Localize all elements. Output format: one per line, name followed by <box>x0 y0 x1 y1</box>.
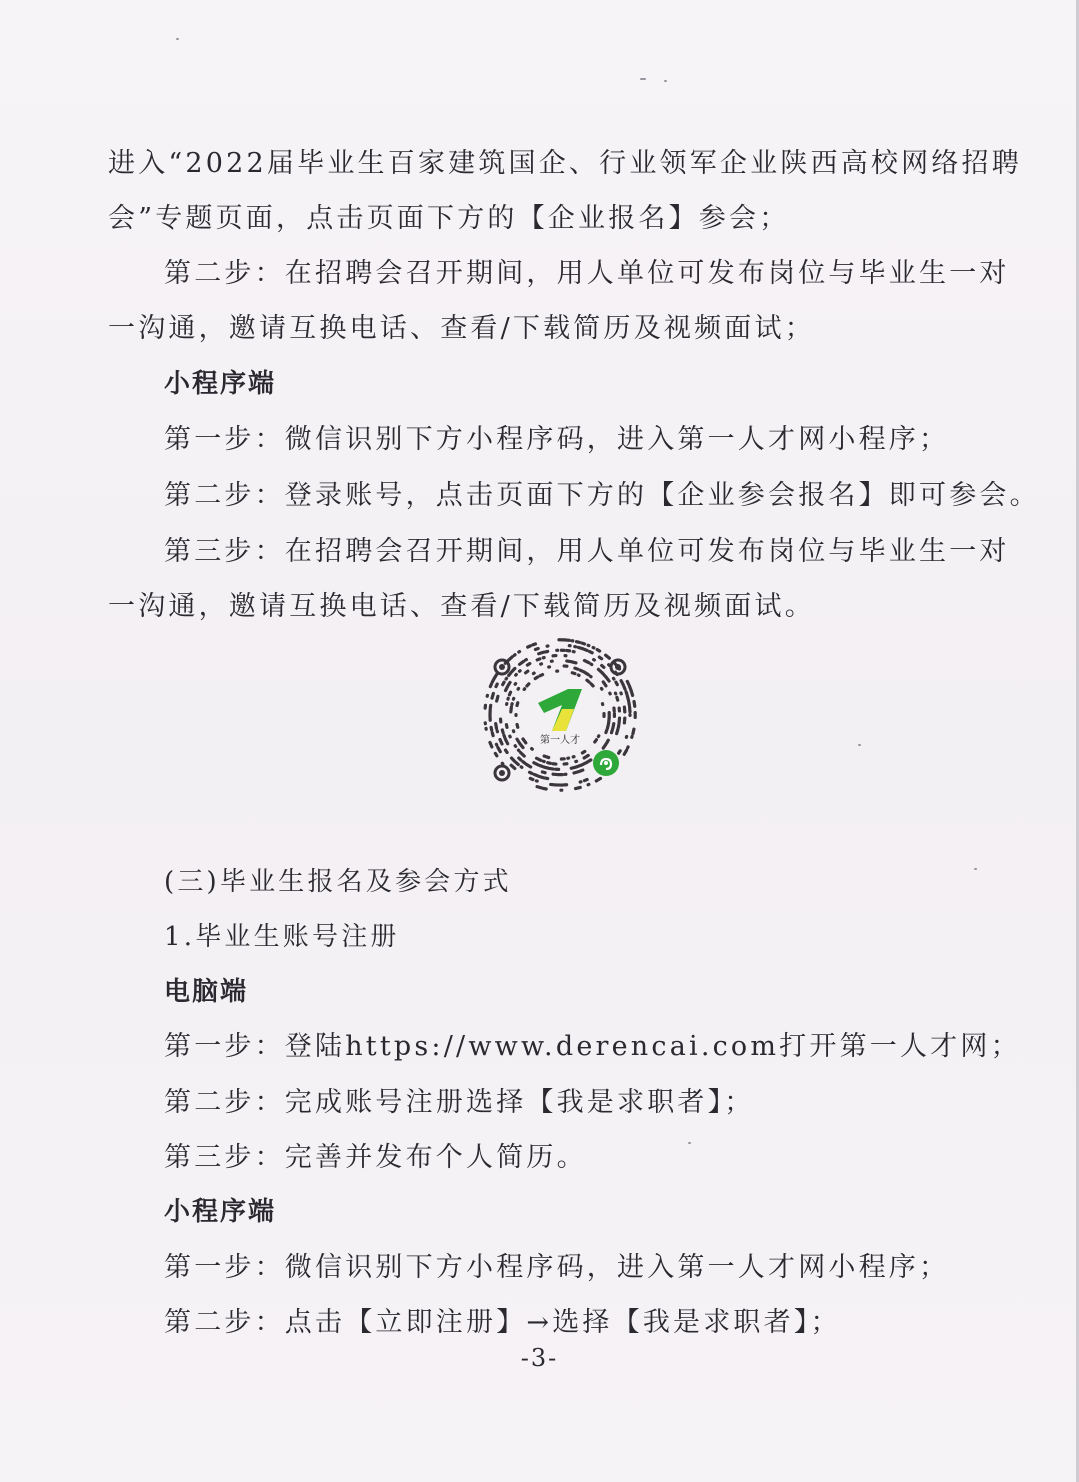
code-dot <box>550 659 554 663</box>
code-dot <box>593 738 599 745</box>
code-dot <box>566 756 571 760</box>
logo-text: 第一人才 <box>540 735 580 746</box>
code-dot <box>535 657 542 662</box>
code-dot <box>613 691 617 696</box>
scan-speck <box>858 744 861 746</box>
code-dot <box>631 727 636 736</box>
code-dot <box>505 702 509 707</box>
code-dot <box>562 762 568 766</box>
code-dot <box>634 711 637 719</box>
code-dot <box>489 704 493 710</box>
code-dot <box>615 727 620 736</box>
code-dot <box>523 669 530 675</box>
code-dot <box>602 712 605 718</box>
code-dot <box>596 734 601 739</box>
code-dot <box>485 693 489 698</box>
section-heading: 小程序端 <box>164 369 277 399</box>
code-dot <box>565 649 571 653</box>
code-dot <box>511 696 515 701</box>
code-dot <box>545 644 550 648</box>
code-dot <box>586 782 591 786</box>
code-dot <box>623 705 627 713</box>
paragraph-line: 第二步：在招聘会召开期间，用人单位可发布岗位与毕业生一对 <box>164 258 1010 289</box>
code-dot <box>506 696 510 701</box>
mini-program-code <box>482 637 638 793</box>
code-dot <box>560 649 566 652</box>
paragraph-line: 一沟通，邀请互换电话、查看/下载简历及视频面试。 <box>108 591 815 622</box>
code-dot <box>528 776 535 781</box>
code-dot <box>525 661 532 667</box>
code-dot <box>535 785 544 790</box>
code-dot <box>554 768 560 771</box>
code-dot <box>563 654 567 658</box>
code-dot <box>615 695 620 702</box>
paragraph-line: 会”专题页面，点击页面下方的【企业报名】参会； <box>108 203 790 234</box>
paragraph-line: 第二步：点击【立即注册】→选择【我是求职者】； <box>164 1307 841 1338</box>
code-dot <box>489 726 493 733</box>
code-dot <box>569 660 578 665</box>
code-dot <box>490 731 495 738</box>
code-dot <box>567 644 571 648</box>
code-dot <box>483 704 487 710</box>
code-dot <box>580 749 587 755</box>
code-dot <box>619 691 623 696</box>
code-dot <box>551 762 557 766</box>
code-dot <box>559 789 563 792</box>
code-dot <box>611 676 616 681</box>
code-dot <box>563 638 571 642</box>
code-dot <box>609 728 614 735</box>
code-dot <box>582 778 589 783</box>
code-dot <box>574 759 579 763</box>
code-dot <box>539 662 544 666</box>
code-dot <box>617 706 621 712</box>
subsection-heading: (三)毕业生报名及参会方式 <box>164 867 512 897</box>
paragraph-line: 第三步：完善并发布个人简历。 <box>164 1142 587 1173</box>
code-dot <box>597 655 604 661</box>
code-dot <box>594 776 603 783</box>
code-dot <box>591 645 596 650</box>
code-dot <box>549 783 557 787</box>
code-dot <box>533 646 540 651</box>
section-heading: 电脑端 <box>164 977 249 1007</box>
code-dot <box>601 742 608 750</box>
section-heading: 小程序端 <box>164 1197 277 1227</box>
code-dot <box>484 727 488 732</box>
code-dot <box>507 690 512 697</box>
code-dot <box>534 756 543 762</box>
code-dot <box>513 672 518 677</box>
code-dot <box>628 705 632 713</box>
code-dot <box>488 740 494 749</box>
code-dot <box>494 682 499 689</box>
code-dot <box>509 756 517 764</box>
scan-speck <box>688 1142 691 1144</box>
code-dot <box>622 748 629 757</box>
paragraph-line: 第一步：登陆https://www.derencai.com打开第一人才网； <box>164 1031 1021 1062</box>
paragraph-line: 第一步：微信识别下方小程序码，进入第一人才网小程序； <box>164 424 950 455</box>
code-dot <box>547 665 552 669</box>
code-dot <box>616 749 622 756</box>
code-dot <box>546 761 553 765</box>
code-dot <box>570 671 577 676</box>
code-dot <box>495 694 500 703</box>
code-dot <box>591 657 596 662</box>
code-dot <box>571 650 576 654</box>
code-dot <box>542 754 551 760</box>
code-dot <box>505 723 509 730</box>
code-dot <box>490 692 495 701</box>
code-dot <box>515 737 522 745</box>
code-dot <box>551 654 557 658</box>
code-dot <box>493 751 499 758</box>
code-dot <box>508 734 513 739</box>
page-number: -3- <box>520 1344 559 1372</box>
paragraph-line: 一沟通，邀请互换电话、查看/下载简历及视频面试； <box>108 313 815 344</box>
code-dot <box>517 649 522 654</box>
code-dot <box>628 713 631 717</box>
code-dot <box>525 682 531 689</box>
paragraph-line: 第一步：微信识别下方小程序码，进入第一人才网小程序； <box>164 1252 950 1283</box>
code-dot <box>499 717 503 723</box>
code-dot <box>515 701 520 708</box>
code-dot <box>603 653 611 661</box>
code-dot <box>560 757 566 761</box>
code-dot <box>534 779 539 783</box>
code-dot <box>503 748 509 755</box>
code-dot <box>570 639 574 643</box>
code-finder-dot <box>499 770 505 776</box>
code-dot <box>574 785 583 790</box>
scan-speck <box>664 80 667 82</box>
code-dot <box>511 729 515 734</box>
scan-speck <box>974 868 977 870</box>
code-dot <box>563 773 567 777</box>
code-dot <box>599 663 606 669</box>
code-dot <box>571 755 576 759</box>
paragraph-line: 进入“2022届毕业生百家建筑国企、行业领军企业陕西高校网络招聘 <box>108 148 1022 179</box>
code-dot <box>532 761 541 767</box>
code-dot <box>562 664 568 668</box>
scan-speck <box>640 78 646 80</box>
code-dot <box>504 676 509 681</box>
code-dot <box>569 765 578 770</box>
code-dot <box>632 700 636 708</box>
paragraph-line: 第三步：在招聘会召开期间，用人单位可发布岗位与毕业生一对 <box>164 536 1010 567</box>
code-dot <box>501 680 507 687</box>
code-dot <box>551 772 557 776</box>
code-dot <box>531 671 536 676</box>
code-dot <box>576 673 581 678</box>
code-dot <box>543 650 550 654</box>
code-dot <box>541 656 546 660</box>
code-dot <box>586 643 591 647</box>
code-dot <box>555 669 559 672</box>
code-dot <box>599 686 604 691</box>
code-dot <box>494 722 499 730</box>
code-dot <box>623 716 627 724</box>
wechat-mini-program-icon <box>593 750 619 776</box>
code-dot <box>572 770 581 775</box>
code-dot <box>540 770 547 775</box>
paragraph-line: 第二步：完成账号注册选择【我是求职者】； <box>164 1087 755 1118</box>
code-dot <box>578 780 583 784</box>
code-dot <box>555 649 559 652</box>
code-finder-dot <box>499 664 505 670</box>
code-dot <box>614 680 620 687</box>
code-dot <box>529 746 534 751</box>
code-dot <box>513 744 518 749</box>
code-dot <box>613 712 616 718</box>
code-dot <box>509 705 513 713</box>
code-dot <box>624 735 628 740</box>
code-dot <box>629 689 634 698</box>
code-dot <box>580 641 587 646</box>
subsection-heading: 1.毕业生账号注册 <box>164 922 400 952</box>
scan-speck <box>176 38 179 40</box>
code-dot <box>573 645 578 649</box>
code-dot <box>608 691 613 696</box>
code-dot <box>517 668 522 673</box>
code-dot <box>519 765 524 770</box>
code-dot <box>601 702 605 707</box>
code-dot <box>575 640 582 645</box>
code-dot <box>483 721 487 725</box>
code-dot <box>516 686 521 691</box>
code-dot <box>500 728 505 735</box>
paragraph-line: 第二步：登录账号，点击页面下方的【企业参会报名】即可参会。 <box>164 480 1040 511</box>
code-dot <box>515 723 520 730</box>
code-finder-dot <box>615 664 621 670</box>
code-dot <box>514 713 517 717</box>
code-dot <box>612 706 616 712</box>
code-dot <box>498 737 504 746</box>
code-dot <box>595 647 602 653</box>
code-dot <box>513 681 518 686</box>
